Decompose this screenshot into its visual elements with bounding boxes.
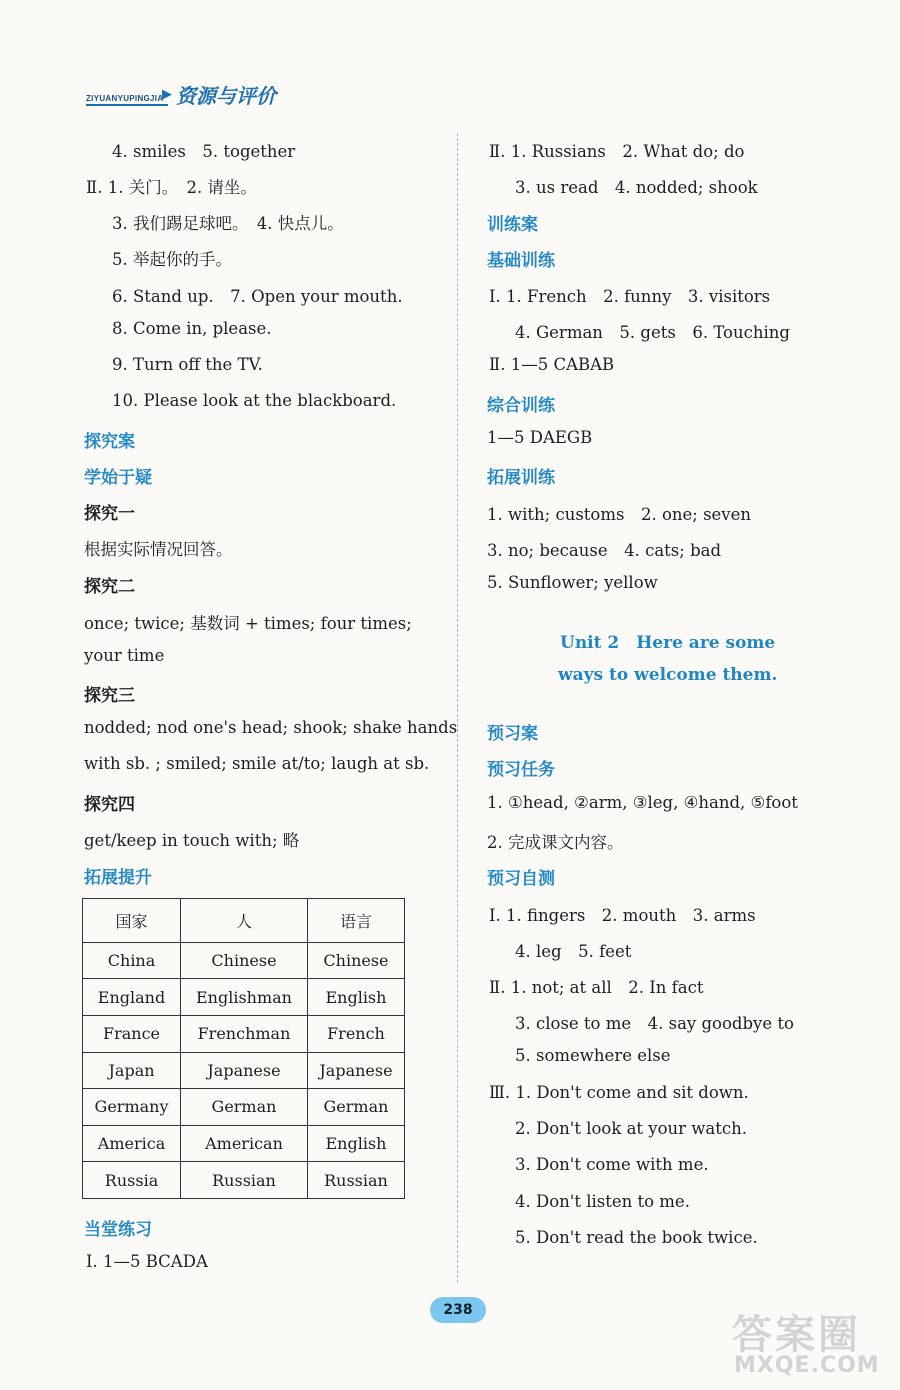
watermark (722, 1303, 892, 1383)
page-number: 238 (430, 1297, 486, 1323)
table-header-cell: 语言 (307, 899, 404, 943)
table-cell: Englishman (181, 979, 308, 1016)
section-heading: 综合训练 (487, 396, 555, 416)
table-row (83, 979, 405, 1016)
answer-line: Ⅲ. 1. Don't come and sit down. (489, 1083, 749, 1102)
sub-heading: 探究四 (84, 795, 135, 815)
sub-heading: 探究二 (84, 577, 135, 597)
table-row (83, 1089, 405, 1126)
answer-line: Ⅱ. 1. not; at all 2. In fact (489, 978, 704, 997)
table-cell: Japanese (181, 1052, 308, 1089)
table-cell: Japan (83, 1052, 181, 1089)
answer-line: 1. with; customs 2. one; seven (487, 505, 752, 524)
answer-line: Ⅰ. 1—5 BCADA (86, 1252, 208, 1271)
table-cell: Germany (83, 1089, 181, 1126)
answer-line: 2. Don't look at your watch. (515, 1119, 748, 1138)
table-header-cell: 人 (181, 899, 308, 943)
answer-line: 5. 举起你的手。 (112, 250, 232, 269)
table-cell: French (307, 1016, 404, 1053)
table-header-row (83, 899, 405, 943)
answer-line: 3. Don't come with me. (515, 1155, 709, 1174)
table-cell: France (83, 1016, 181, 1053)
table-cell: Frenchman (181, 1016, 308, 1053)
section-heading: 训练案 (487, 215, 538, 235)
answer-line: 1. ①head, ②arm, ③leg, ④hand, ⑤foot (487, 793, 798, 812)
answer-line: 9. Turn off the TV. (112, 355, 263, 374)
table-cell: America (83, 1125, 181, 1162)
unit-title: ways to welcome them. (558, 665, 778, 685)
answer-line: Ⅱ. 1. Russians 2. What do; do (489, 142, 745, 161)
table-cell: English (307, 1125, 404, 1162)
sub-heading: 探究一 (84, 504, 135, 524)
table-cell: Chinese (307, 942, 404, 979)
answer-line: 6. Stand up. 7. Open your mouth. (112, 287, 403, 306)
answer-line: 8. Come in, please. (112, 319, 272, 338)
answer-line: 5. somewhere else (515, 1046, 671, 1065)
answer-line: get/keep in touch with; 略 (84, 831, 300, 850)
table-cell: China (83, 942, 181, 979)
table-row (83, 1162, 405, 1199)
section-heading: 当堂练习 (84, 1220, 152, 1240)
answer-line: 4. smiles 5. together (112, 142, 296, 161)
table-cell: Russian (307, 1162, 404, 1199)
page-header (86, 80, 306, 110)
answer-line: 根据实际情况回答。 (84, 540, 233, 559)
section-heading: 学始于疑 (84, 468, 152, 488)
table-header-cell: 国家 (83, 899, 181, 943)
watermark-text: 答案圈 (732, 1312, 861, 1358)
answer-line: nodded; nod one's head; shook; shake hands (84, 718, 458, 737)
arrow-right-icon: ▶ (162, 87, 172, 102)
answer-line: 3. close to me 4. say goodbye to (515, 1014, 794, 1033)
answer-line: Ⅰ. 1. French 2. funny 3. visitors (489, 287, 771, 306)
header-title: 资源与评价 (176, 84, 276, 108)
answer-line: 4. leg 5. feet (515, 942, 632, 961)
table-cell: Chinese (181, 942, 308, 979)
answer-line: once; twice; 基数词 + times; four times; (84, 614, 412, 633)
section-heading: 拓展提升 (84, 868, 152, 888)
answer-line: your time (84, 646, 165, 665)
section-heading: 预习任务 (487, 760, 555, 780)
section-heading: 预习自测 (487, 869, 555, 889)
table-cell: Japanese (307, 1052, 404, 1089)
table-cell: England (83, 979, 181, 1016)
table-row (83, 1016, 405, 1053)
header-latin: ZIYUANYUPINGJIA (86, 94, 164, 103)
answer-line: 4. Don't listen to me. (515, 1192, 690, 1211)
answer-line: Ⅱ. 1. 关门。 2. 请坐。 (86, 178, 257, 197)
table-row (83, 1052, 405, 1089)
answer-line: 3. us read 4. nodded; shook (515, 178, 758, 197)
answer-line: 1—5 DAEGB (487, 428, 593, 447)
table-cell: Russian (181, 1162, 308, 1199)
section-heading: 基础训练 (487, 251, 555, 271)
header-rule (86, 104, 168, 106)
answer-line: 3. 我们踢足球吧。 4. 快点儿。 (112, 214, 344, 233)
unit-title: Unit 2 Here are some (560, 633, 776, 653)
watermark-url: MXQE.COM (734, 1353, 880, 1378)
table-cell: German (307, 1089, 404, 1126)
answer-line: 10. Please look at the blackboard. (112, 391, 397, 410)
answer-line: 2. 完成课文内容。 (487, 833, 624, 852)
answer-line: 5. Sunflower; yellow (487, 573, 658, 592)
column-divider (457, 133, 458, 1283)
table-row (83, 1125, 405, 1162)
sub-heading: 探究三 (84, 686, 135, 706)
answer-line: Ⅰ. 1. fingers 2. mouth 3. arms (489, 906, 756, 925)
table-cell: Russia (83, 1162, 181, 1199)
answer-line: with sb. ; smiled; smile at/to; laugh at sb. (84, 754, 430, 773)
answer-line: 3. no; because 4. cats; bad (487, 541, 722, 560)
section-heading: 预习案 (487, 724, 538, 744)
answer-line: 4. German 5. gets 6. Touching (515, 323, 790, 342)
answer-line: 5. Don't read the book twice. (515, 1228, 758, 1247)
table-cell: American (181, 1125, 308, 1162)
country-language-table (82, 898, 405, 1199)
table-row (83, 942, 405, 979)
answer-line: Ⅱ. 1—5 CABAB (489, 355, 615, 374)
table-cell: German (181, 1089, 308, 1126)
table-cell: English (307, 979, 404, 1016)
section-heading: 拓展训练 (487, 468, 555, 488)
section-heading: 探究案 (84, 432, 135, 452)
